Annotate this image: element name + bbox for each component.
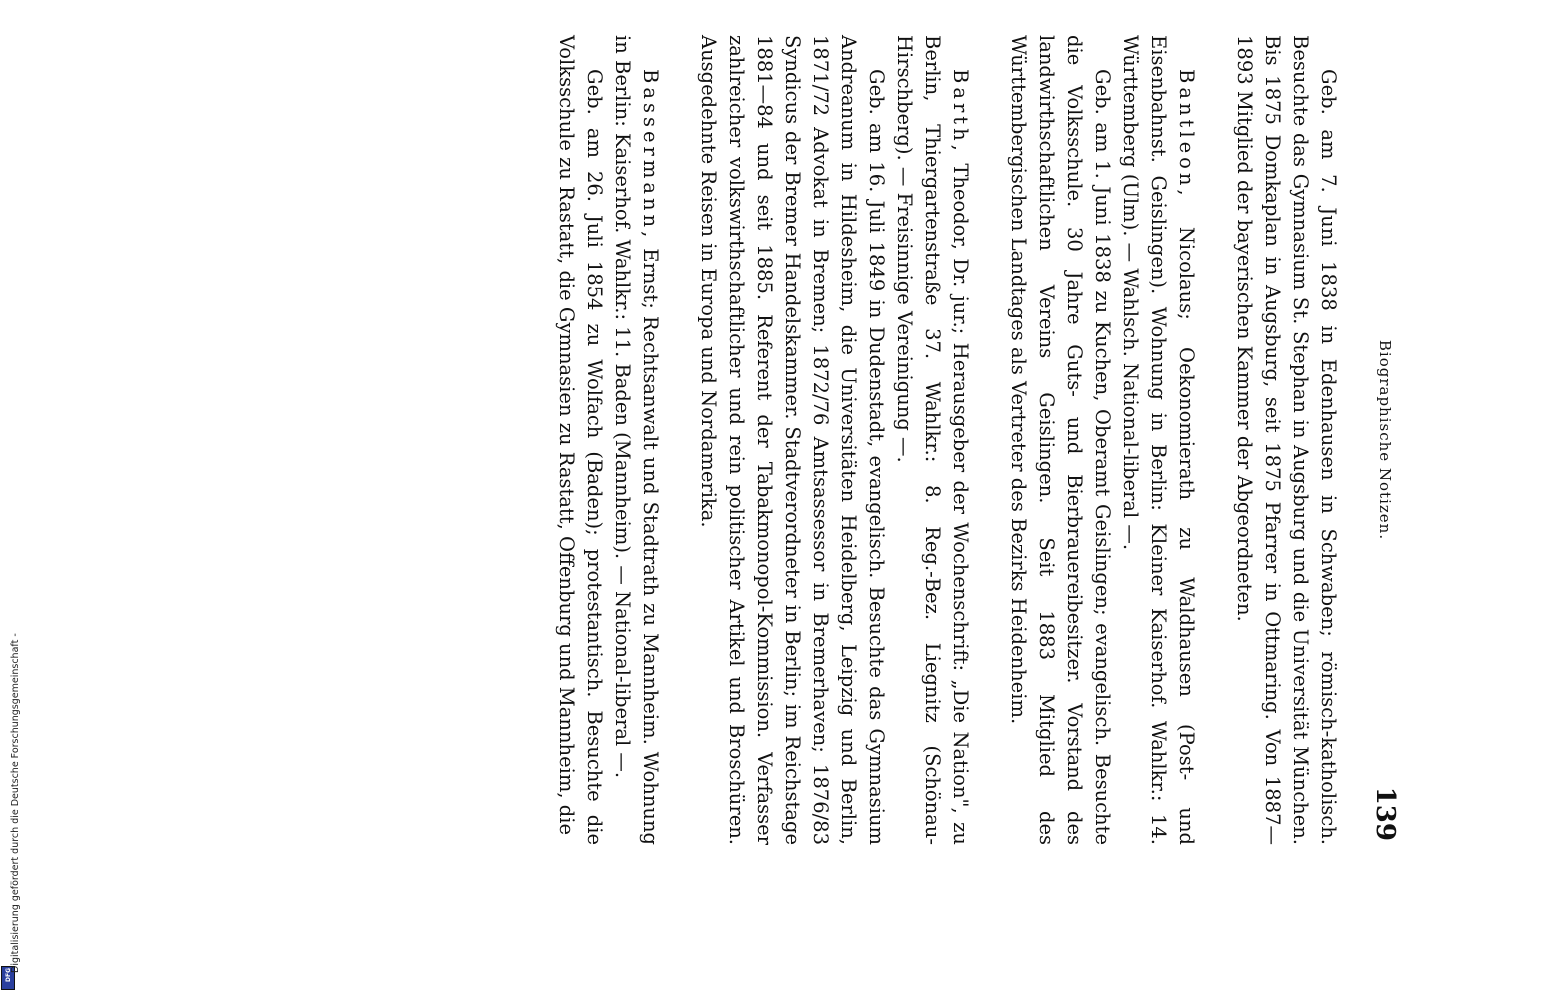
entry-name: Bantleon, (1175, 69, 1198, 200)
page-header (1350, 35, 1400, 845)
dfg-logo-text: DFG (5, 967, 12, 982)
entry-name: Bassermann, (639, 69, 662, 242)
entry-bassermann (552, 35, 664, 845)
entry-lead (1116, 35, 1200, 845)
entry-lead (890, 35, 974, 845)
entry-paragraph: Geb. am 26. Juli 1854 zu Wolfach (Baden); protestantisch. Besuchte die Volksschule zu Rastatt, die Gymnasien zu Rastatt, Offenburg und Mannheim, die (555, 35, 606, 845)
running-title: Biographische Notizen. (1376, 339, 1394, 541)
entry-lead (608, 35, 664, 845)
entry-paragraph: Geb. am 7. Juni 1838 in Edenhausen in Schwaben; römisch-katholisch. Besuchte das Gymnasium St. Stephan in Augsburg und die Universität München. Bis 1875 Domkaplan in Augsburg, seit 1875 Pfarrer in Ottmaring. Von 1887—1893 Mitglied der bayerischen Kammer der Abgeordneten. (1233, 35, 1340, 845)
entry-lead-text: Nicolaus; Oekonomierath zu Waldhausen (Post- und Eisenbahnst. Geislingen). Wohnung in Berlin: Kleiner Kaiserhof. Wahlkr.: 14. Württemberg (Ulm). — Wahlsch. National-liberal —. (1119, 35, 1198, 845)
entry-lead-text: Theodor, Dr. jur.; Herausgeber der Wochenschrift: „Die Nation", zu Berlin, Thiergartenstraße 37. Wahlkr.: 8. Reg.-Bez. Liegnitz (Schönau-Hirschberg). — Freisinnige Vereinigung —. (893, 35, 972, 845)
entry-lead-text: Ernst; Rechtsanwalt und Stadtrath zu Mannheim. Wohnung in Berlin: Kaiserhof. Wahlkr.: 11. Baden (Mannheim). — National-liberal —. (611, 35, 662, 845)
entry-paragraph: Geb. am 16. Juli 1849 in Dudenstadt, evangelisch. Besuchte das Gymnasium Andreanum in Hildesheim, die Universitäten Heidelberg, Leipzig und Berlin, 1871/72 Advokat in Bremen; 1872/76 Amtsassessor in Bremerhaven; 1876/83 Syndicus der Bremer Handelskammer. Stadtverordneter in Berlin; im Reichstage 1881—84 und seit 1885. Referent der Tabakmonopol-Kommission. Verfasser zahlreicher volkswirthschaftlicher und rein politischer Artikel und Broschüren. Ausgedehnte Reisen in Europa und Nordamerika. (697, 35, 888, 845)
entry-bantleon (1004, 35, 1200, 845)
entry-continuation (1230, 35, 1342, 845)
page-number: 139 (1370, 786, 1400, 841)
biography-entries (522, 35, 1342, 845)
entry-name: Barth, (949, 69, 972, 155)
funding-sidebar (0, 0, 20, 1000)
funding-note: Digitalisierung gefördert durch die Deutsche Forschungsgemeinschaft - (10, 633, 21, 973)
entry-paragraph: Geb. am 1. Juni 1838 zu Kuchen, Oberamt Geislingen; evangelisch. Besuchte die Volksschule. 30 Jahre Guts- und Bierbrauereibesitzer. Vorstand des landwirthschaftlichen Vereins Geislingen. Seit 1883 Mitglied des Württembergischen Landtages als Vertreter des Bezirks Heidenheim. (1007, 35, 1114, 845)
scanned-page (160, 35, 1400, 845)
entry-barth (694, 35, 974, 845)
